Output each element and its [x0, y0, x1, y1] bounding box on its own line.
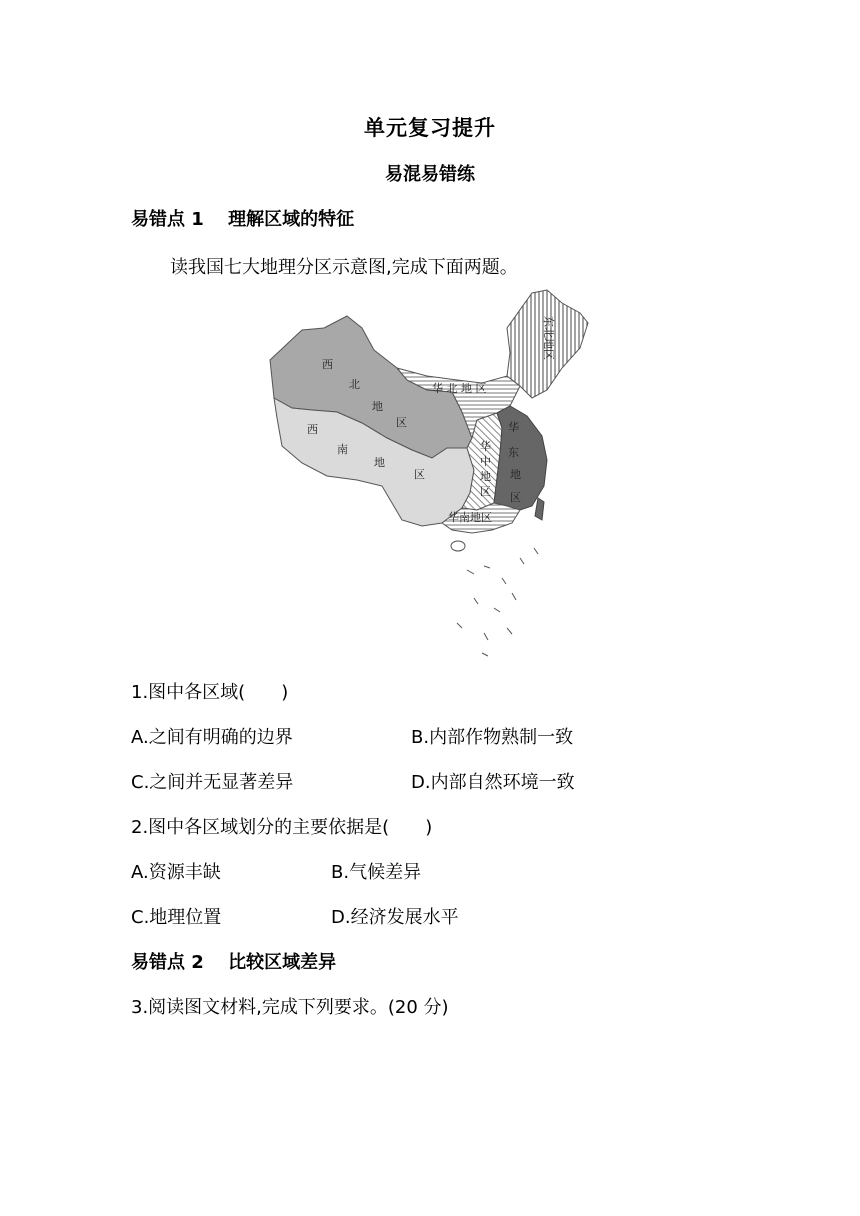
map-label-east-china: 华: [508, 421, 519, 434]
page-title: 单元复习提升: [364, 116, 496, 140]
section-heading-text: 理解区域的特征: [228, 209, 355, 230]
question-2-option-c[interactable]: C.地理位置: [131, 907, 222, 928]
section-heading-1: [131, 205, 354, 231]
map-label-north-china: 华 北 地 区: [432, 382, 487, 395]
map-label-central-china: 区: [480, 485, 491, 498]
map-label-northwest: 北: [349, 378, 360, 391]
south-sea-islands: [457, 548, 538, 656]
question-2-option-a[interactable]: A.资源丰缺: [131, 862, 221, 883]
map-label-northwest: 区: [396, 416, 407, 429]
question-1-option-b[interactable]: B.内部作物熟制一致: [411, 727, 574, 748]
intro-text: 读我国七大地理分区示意图,完成下面两题。: [170, 257, 518, 278]
map-label-central-china: 地: [480, 470, 491, 483]
question-2-stem: 2.图中各区域划分的主要依据是( ): [131, 817, 433, 838]
china-regions-map: [262, 288, 597, 663]
question-1-option-a[interactable]: A.之间有明确的边界: [131, 727, 293, 748]
map-label-southwest: 南: [337, 443, 348, 456]
region-hainan: [451, 541, 465, 551]
section-heading-text: 比较区域差异: [228, 952, 337, 973]
map-label-east-china: 东: [508, 446, 519, 459]
map-label-northeast: 东北地区: [542, 316, 555, 360]
map-label-southwest: 西: [307, 423, 318, 436]
map-label-central-china: 华: [480, 440, 491, 453]
page-subtitle: 易混易错练: [385, 164, 475, 185]
map-label-central-china: 中: [480, 455, 491, 468]
map-label-south-china: 华南地区: [448, 511, 492, 524]
map-label-northwest: 西: [322, 358, 333, 371]
question-1-option-c[interactable]: C.之间并无显著差异: [131, 772, 294, 793]
question-2-option-d[interactable]: D.经济发展水平: [331, 907, 459, 928]
region-taiwan: [535, 498, 544, 520]
section-heading-2: [131, 948, 336, 974]
section-label: 易错点 2: [131, 952, 204, 973]
question-2-option-b[interactable]: B.气候差异: [331, 862, 422, 883]
question-1-option-d[interactable]: D.内部自然环境一致: [411, 772, 575, 793]
map-label-southwest: 区: [414, 468, 425, 481]
map-label-east-china: 地: [510, 468, 521, 481]
section-label: 易错点 1: [131, 209, 204, 230]
question-1-stem: 1.图中各区域( ): [131, 682, 289, 703]
map-label-east-china: 区: [510, 491, 521, 504]
map-label-southwest: 地: [374, 456, 385, 469]
question-3-stem: 3.阅读图文材料,完成下列要求。(20 分): [131, 997, 449, 1018]
map-label-northwest: 地: [372, 400, 383, 413]
